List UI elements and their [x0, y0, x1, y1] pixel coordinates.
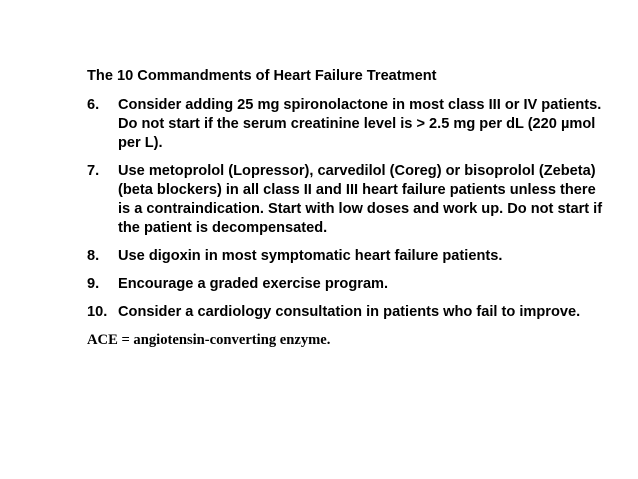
slide-title: The 10 Commandments of Heart Failure Treatment [87, 68, 437, 84]
list-item [87, 303, 607, 322]
item-number: 7. [87, 163, 100, 179]
list-item [87, 247, 607, 266]
item-text: Use digoxin in most symptomatic heart failure patients. [118, 248, 503, 264]
list-item [87, 162, 607, 238]
item-number: 8. [87, 248, 100, 264]
item-text: Consider a cardiology consultation in patients who fail to improve. [118, 304, 581, 320]
item-number: 10. [87, 304, 108, 320]
footnote: ACE = angiotensin-converting enzyme. [87, 332, 331, 348]
item-text: Consider adding 25 mg spironolactone in most class III or IV patients. Do not start if the serum creatinine level is > 2.5 mg per dL (220 µmol per L). [118, 97, 602, 151]
item-text: Use metoprolol (Lopressor), carvedilol (Coreg) or bisoprolol (Zebeta) (beta blockers) in all class II and III heart failure patients unless there is a contraindication. Start with low doses and work up. Do not start if the patient is decompensated. [118, 163, 603, 236]
list-item [87, 96, 607, 153]
slide-content [87, 67, 607, 350]
item-number: 9. [87, 276, 100, 292]
list-item [87, 275, 607, 294]
item-text: Encourage a graded exercise program. [118, 276, 389, 292]
item-number: 6. [87, 97, 100, 113]
